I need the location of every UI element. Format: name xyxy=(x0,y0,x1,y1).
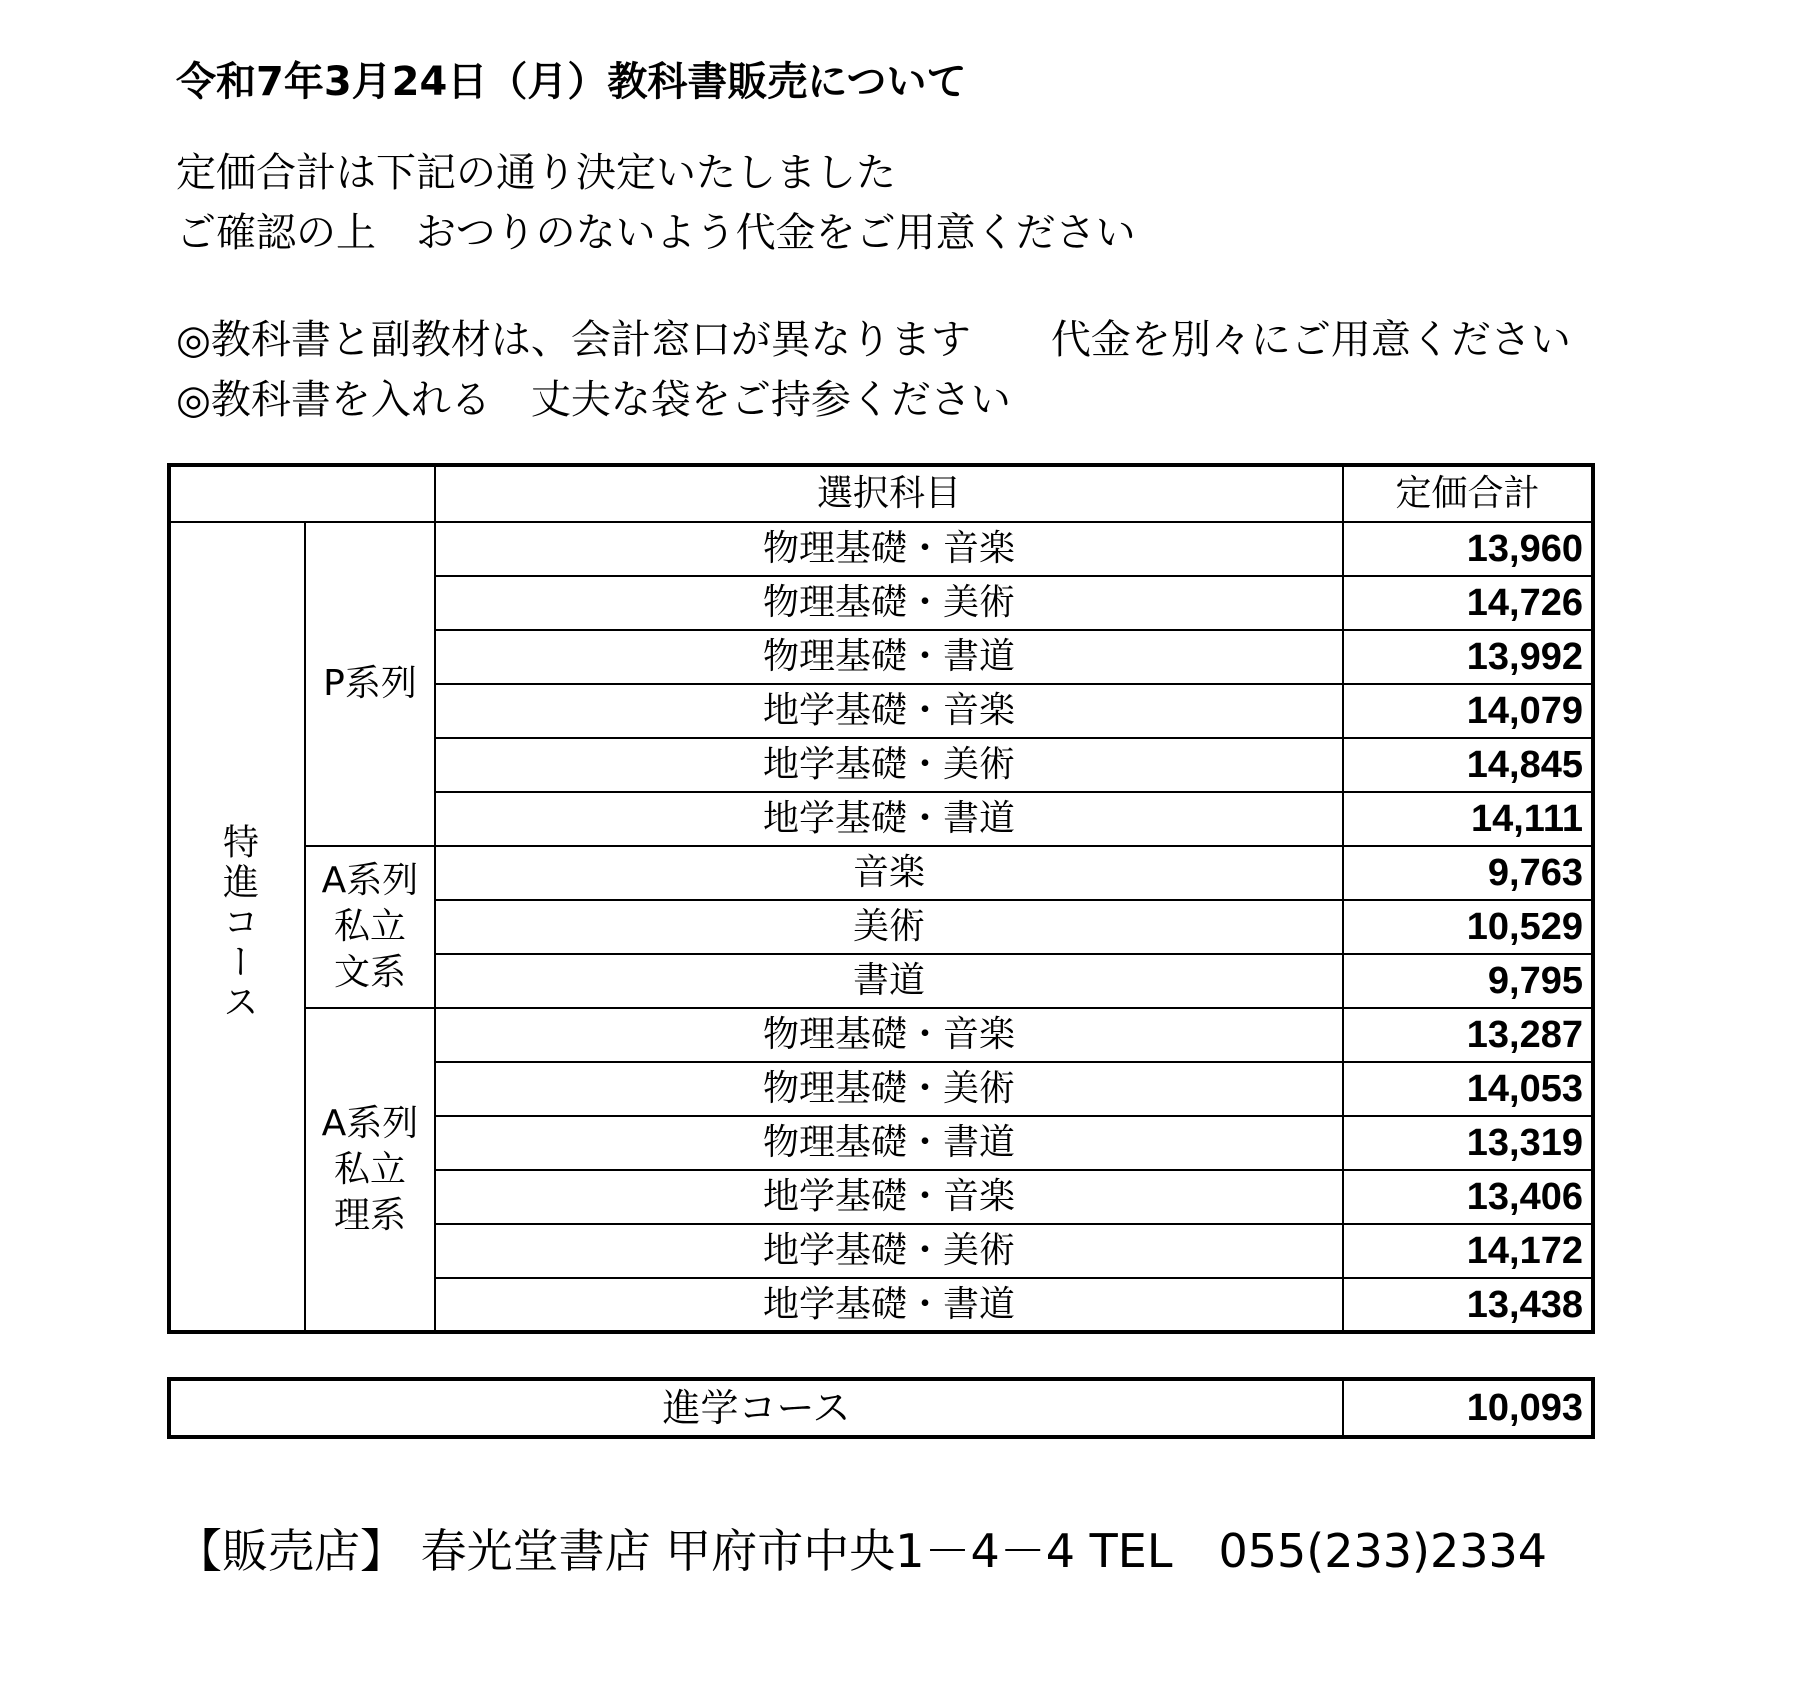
series-label: 私立 xyxy=(333,906,406,947)
price-cell: 10,529 xyxy=(1343,900,1593,954)
price-cell: 13,287 xyxy=(1343,1008,1593,1062)
price-cell: 13,960 xyxy=(1343,522,1593,576)
notice-line-3: ◎教科書と副教材は、会計窓口が異なります 代金を別々にご用意ください xyxy=(176,317,1571,363)
subject-cell: 書道 xyxy=(435,954,1343,1008)
price-cell: 13,438 xyxy=(1343,1278,1593,1332)
price-cell: 13,319 xyxy=(1343,1116,1593,1170)
series-label: 文系 xyxy=(333,952,406,993)
price-cell: 14,726 xyxy=(1343,576,1593,630)
table-header-row xyxy=(169,465,1593,522)
series-cell-a-rikei xyxy=(305,1008,435,1332)
header-blank-cell xyxy=(169,465,435,522)
shingaku-price: 10,093 xyxy=(1343,1379,1593,1437)
subject-cell: 物理基礎・音楽 xyxy=(435,1008,1343,1062)
subject-cell: 地学基礎・音楽 xyxy=(435,684,1343,738)
subject-cell: 地学基礎・美術 xyxy=(435,1224,1343,1278)
page-title: 令和7年3月24日（月）教科書販売について xyxy=(176,59,967,105)
header-price: 定価合計 xyxy=(1343,465,1593,522)
price-cell: 14,053 xyxy=(1343,1062,1593,1116)
shingaku-table xyxy=(167,1377,1595,1439)
series-label: 私立 xyxy=(333,1148,406,1190)
notice-line-1: 定価合計は下記の通り決定いたしました xyxy=(176,150,896,196)
table-row xyxy=(169,1008,1593,1062)
subject-cell: 物理基礎・音楽 xyxy=(435,522,1343,576)
notice-line-4: ◎教科書を入れる 丈夫な袋をご持参ください xyxy=(176,377,1011,423)
subject-cell: 音楽 xyxy=(435,846,1343,900)
table-row xyxy=(169,522,1593,576)
subject-cell: 地学基礎・書道 xyxy=(435,1278,1343,1332)
store-info: 【販売店】 春光堂書店 甲府市中央1－4－4 TEL 055(233)2334 xyxy=(176,1524,1548,1578)
shingaku-course-name: 進学コース xyxy=(169,1379,1343,1437)
series-label: A系列 xyxy=(321,1102,419,1144)
table-row xyxy=(169,1379,1593,1437)
subject-cell: 地学基礎・書道 xyxy=(435,792,1343,846)
subject-cell: 物理基礎・美術 xyxy=(435,576,1343,630)
price-cell: 14,172 xyxy=(1343,1224,1593,1278)
price-cell: 9,795 xyxy=(1343,954,1593,1008)
series-label: A系列 xyxy=(321,860,419,901)
series-label: P系列 xyxy=(323,663,417,704)
course-cell xyxy=(169,522,305,1332)
price-cell: 9,763 xyxy=(1343,846,1593,900)
subject-cell: 地学基礎・美術 xyxy=(435,738,1343,792)
price-table xyxy=(167,463,1595,1334)
subject-cell: 物理基礎・美術 xyxy=(435,1062,1343,1116)
series-cell-a-bunkei xyxy=(305,846,435,1008)
price-cell: 14,845 xyxy=(1343,738,1593,792)
subject-cell: 物理基礎・書道 xyxy=(435,1116,1343,1170)
subject-cell: 地学基礎・音楽 xyxy=(435,1170,1343,1224)
series-cell-p xyxy=(305,522,435,846)
subject-cell: 美術 xyxy=(435,900,1343,954)
table-row xyxy=(169,846,1593,900)
price-cell: 14,079 xyxy=(1343,684,1593,738)
price-cell: 13,992 xyxy=(1343,630,1593,684)
price-cell: 14,111 xyxy=(1343,792,1593,846)
subject-cell: 物理基礎・書道 xyxy=(435,630,1343,684)
price-cell: 13,406 xyxy=(1343,1170,1593,1224)
notice-line-2: ご確認の上 おつりのないよう代金をご用意ください xyxy=(176,210,1136,256)
header-subject: 選択科目 xyxy=(435,465,1343,522)
series-label: 理系 xyxy=(333,1194,406,1236)
course-label: 特進コース xyxy=(217,823,259,1023)
